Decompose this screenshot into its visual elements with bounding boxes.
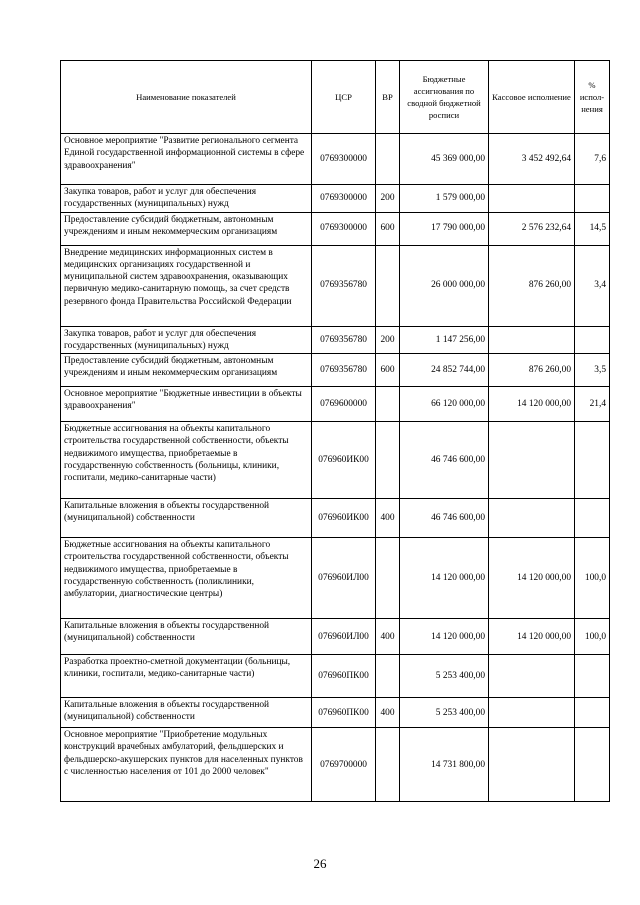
row-assignments: 24 852 744,00 bbox=[400, 354, 489, 387]
row-cash-execution: 2 576 232,64 bbox=[489, 212, 575, 245]
header-cash-execution: Кассовое исполнение bbox=[489, 61, 575, 134]
row-cash-execution: 876 260,00 bbox=[489, 245, 575, 326]
row-cash-execution bbox=[489, 326, 575, 354]
header-execution-percent: % испол-нения bbox=[575, 61, 610, 134]
row-cash-execution bbox=[489, 422, 575, 499]
row-cash-execution: 14 120 000,00 bbox=[489, 387, 575, 422]
table-row bbox=[61, 387, 610, 422]
table-row bbox=[61, 655, 610, 698]
page-number: 26 bbox=[313, 856, 327, 871]
row-name: Закупка товаров, работ и услуг для обеспечения государственных (муниципальных) нужд bbox=[61, 326, 312, 354]
row-name: Основное мероприятие "Приобретение модульных конструкций врачебных амбулаторий, фельдшерских и фельдшерско-акушерских пунктов для населенных пунктов с численностью населения от 101 до 2000 человек" bbox=[61, 728, 312, 802]
row-cash-execution: 14 120 000,00 bbox=[489, 619, 575, 655]
row-csr: 0769356780 bbox=[312, 326, 376, 354]
row-assignments: 1 579 000,00 bbox=[400, 185, 489, 213]
row-name: Предоставление субсидий бюджетным, автономным учреждениям и иным некоммерческим организациям bbox=[61, 354, 312, 387]
table-row bbox=[61, 619, 610, 655]
header-csr: ЦСР bbox=[312, 61, 376, 134]
table-row bbox=[61, 134, 610, 185]
table-row bbox=[61, 728, 610, 802]
table-row bbox=[61, 538, 610, 619]
row-vr: 200 bbox=[376, 326, 400, 354]
row-vr bbox=[376, 655, 400, 698]
row-cash-execution bbox=[489, 728, 575, 802]
row-name: Внедрение медицинских информационных систем в медицинских организациях государственной и муниципальной систем здравоохранения, оказывающих первичную медико-санитарную помощь, за счет средств резервного фонда Правительства Российской Федерации bbox=[61, 245, 312, 326]
row-vr: 600 bbox=[376, 354, 400, 387]
row-csr: 076960ИЛ00 bbox=[312, 538, 376, 619]
row-name: Предоставление субсидий бюджетным, автономным учреждениям и иным некоммерческим организациям bbox=[61, 212, 312, 245]
row-execution-percent bbox=[575, 698, 610, 728]
row-csr: 0769300000 bbox=[312, 212, 376, 245]
header-name: Наименование показателей bbox=[61, 61, 312, 134]
row-cash-execution: 876 260,00 bbox=[489, 354, 575, 387]
row-assignments: 5 253 400,00 bbox=[400, 655, 489, 698]
row-assignments: 45 369 000,00 bbox=[400, 134, 489, 185]
table-row bbox=[61, 422, 610, 499]
table-row bbox=[61, 185, 610, 213]
row-execution-percent: 21,4 bbox=[575, 387, 610, 422]
row-assignments: 46 746 600,00 bbox=[400, 422, 489, 499]
row-csr: 0769600000 bbox=[312, 387, 376, 422]
row-assignments: 66 120 000,00 bbox=[400, 387, 489, 422]
row-name: Разработка проектно-сметной документации (больницы, клиники, госпитали, медико-санитарные части) bbox=[61, 655, 312, 698]
row-execution-percent bbox=[575, 655, 610, 698]
table-row bbox=[61, 354, 610, 387]
row-vr bbox=[376, 538, 400, 619]
row-vr: 400 bbox=[376, 619, 400, 655]
table-row bbox=[61, 212, 610, 245]
row-name: Бюджетные ассигнования на объекты капитального строительства государственной собственности, объекты недвижимого имущества, приобретаемые в государственную собственность (поликлиники, амбулатории, диагностические центры) bbox=[61, 538, 312, 619]
row-csr: 0769300000 bbox=[312, 185, 376, 213]
budget-execution-table bbox=[60, 60, 610, 802]
row-csr: 0769356780 bbox=[312, 245, 376, 326]
row-name: Капитальные вложения в объекты государственной (муниципальной) собственности bbox=[61, 619, 312, 655]
row-csr: 0769356780 bbox=[312, 354, 376, 387]
row-name: Закупка товаров, работ и услуг для обеспечения государственных (муниципальных) нужд bbox=[61, 185, 312, 213]
table-row bbox=[61, 698, 610, 728]
row-execution-percent bbox=[575, 499, 610, 538]
table-row bbox=[61, 245, 610, 326]
row-vr: 200 bbox=[376, 185, 400, 213]
row-csr: 076960ПК00 bbox=[312, 698, 376, 728]
row-assignments: 26 000 000,00 bbox=[400, 245, 489, 326]
row-vr: 400 bbox=[376, 698, 400, 728]
row-assignments: 14 120 000,00 bbox=[400, 538, 489, 619]
row-execution-percent bbox=[575, 185, 610, 213]
table-row bbox=[61, 499, 610, 538]
row-execution-percent bbox=[575, 326, 610, 354]
row-csr: 076960ИК00 bbox=[312, 499, 376, 538]
table-row bbox=[61, 326, 610, 354]
row-csr: 0769700000 bbox=[312, 728, 376, 802]
row-assignments: 46 746 600,00 bbox=[400, 499, 489, 538]
row-csr: 0769300000 bbox=[312, 134, 376, 185]
row-vr: 600 bbox=[376, 212, 400, 245]
row-vr bbox=[376, 387, 400, 422]
row-assignments: 5 253 400,00 bbox=[400, 698, 489, 728]
row-cash-execution bbox=[489, 185, 575, 213]
row-vr bbox=[376, 134, 400, 185]
row-cash-execution: 3 452 492,64 bbox=[489, 134, 575, 185]
row-execution-percent: 3,5 bbox=[575, 354, 610, 387]
row-execution-percent bbox=[575, 728, 610, 802]
header-vr: ВР bbox=[376, 61, 400, 134]
row-cash-execution bbox=[489, 499, 575, 538]
row-vr bbox=[376, 422, 400, 499]
row-assignments: 14 120 000,00 bbox=[400, 619, 489, 655]
row-execution-percent: 7,6 bbox=[575, 134, 610, 185]
row-csr: 076960ИЛ00 bbox=[312, 619, 376, 655]
row-vr bbox=[376, 728, 400, 802]
row-assignments: 14 731 800,00 bbox=[400, 728, 489, 802]
row-vr: 400 bbox=[376, 499, 400, 538]
row-assignments: 17 790 000,00 bbox=[400, 212, 489, 245]
row-assignments: 1 147 256,00 bbox=[400, 326, 489, 354]
table-header-row bbox=[61, 61, 610, 134]
row-name: Капитальные вложения в объекты государственной (муниципальной) собственности bbox=[61, 698, 312, 728]
row-cash-execution bbox=[489, 655, 575, 698]
row-execution-percent: 14,5 bbox=[575, 212, 610, 245]
row-execution-percent: 100,0 bbox=[575, 538, 610, 619]
row-name: Капитальные вложения в объекты государственной (муниципальной) собственности bbox=[61, 499, 312, 538]
row-vr bbox=[376, 245, 400, 326]
row-name: Основное мероприятие "Развитие регионального сегмента Единой государственной информационной системы в сфере здравоохранения" bbox=[61, 134, 312, 185]
row-csr: 076960ПК00 bbox=[312, 655, 376, 698]
row-execution-percent: 100,0 bbox=[575, 619, 610, 655]
row-execution-percent: 3,4 bbox=[575, 245, 610, 326]
row-execution-percent bbox=[575, 422, 610, 499]
header-assignments: Бюджетные ассигнования по сводной бюджетной росписи bbox=[400, 61, 489, 134]
row-cash-execution bbox=[489, 698, 575, 728]
row-name: Основное мероприятие "Бюджетные инвестиции в объекты здравоохранения" bbox=[61, 387, 312, 422]
row-name: Бюджетные ассигнования на объекты капитального строительства государственной собственности, объекты недвижимого имущества, приобретаемые в государственную собственность (больницы, клиники, госпитали, медико-санитарные части) bbox=[61, 422, 312, 499]
row-cash-execution: 14 120 000,00 bbox=[489, 538, 575, 619]
row-csr: 076960ИК00 bbox=[312, 422, 376, 499]
